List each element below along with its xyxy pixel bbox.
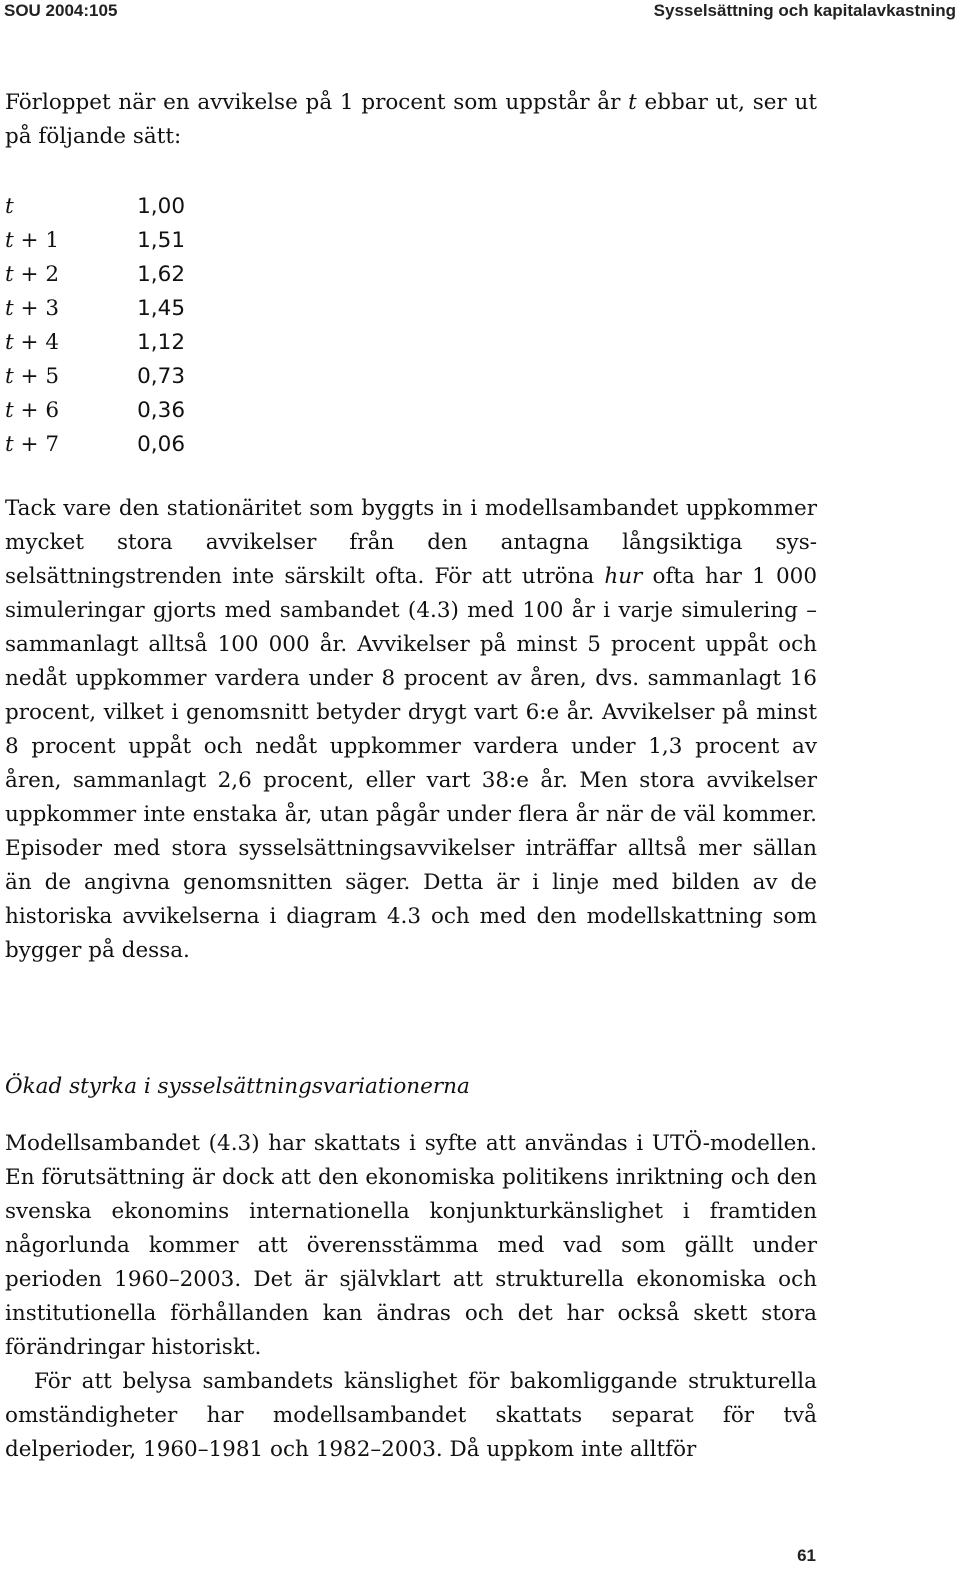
body-paragraph-simulation: Tack vare den stationäritet som byggts in i modellsambandet uppkommer mycket stora avvikelser från den antagna långsiktiga sysselsättningstrenden inte särskilt ofta. För att utröna hur ofta har 1 000 simuleringar gjorts med sambandet (4.3) med 100 år i varje simulering – sammanlagt alltså 100 000 år. Avvikelser på minst 5 procent uppåt och nedåt uppkommer vardera under 8 procent av åren, dvs. sammanlagt 16 procent, vilket i genomsnitt betyder drygt vart 6:e år. Avvikelser på minst 8 procent uppåt och nedåt uppkommer vardera under 1,3 procent av åren, sammanlagt 2,6 procent, eller vart 38:e år. Men stora avvikelser uppkommer inte enstaka år, utan pågår under flera år när de väl kommer. Episoder med stora sysselsättningsavvikelser inträffar alltså mer sällan än de angivna genomsnitten säger. Detta är i linje med bilden av de historiska avvikelserna i diagram 4.3 och med den modellskattning som bygger på dessa. bbox=[5, 496, 817, 963]
series-value: 1,45 bbox=[137, 296, 185, 321]
body-paragraph-subperiods: För att belysa sambandets känslighet för bakomliggande strukturella omständigheter har modellsambandet skattats separat för två delperioder, 1960–1981 och 1982–2003. Då uppkom inte alltför bbox=[5, 1369, 817, 1462]
series-value: 1,62 bbox=[137, 262, 185, 287]
series-value: 1,12 bbox=[137, 330, 185, 355]
section-heading: Ökad styrka i sysselsättningsvariationerna bbox=[5, 1074, 470, 1099]
series-period: t + 3 bbox=[5, 296, 60, 321]
series-value: 1,51 bbox=[137, 228, 185, 253]
series-period: t + 4 bbox=[5, 330, 60, 355]
series-value: 0,36 bbox=[137, 398, 185, 423]
series-period: t + 5 bbox=[5, 364, 60, 389]
intro-paragraph: Förloppet när en avvikelse på 1 procent som uppstår år t ebbar ut, ser ut på följande sätt: bbox=[5, 90, 817, 149]
series-period: t bbox=[5, 194, 14, 219]
series-period: t + 1 bbox=[5, 228, 60, 253]
series-period: t + 6 bbox=[5, 398, 60, 423]
running-header bbox=[0, 0, 960, 24]
series-value: 0,73 bbox=[137, 364, 185, 389]
series-value: 0,06 bbox=[137, 432, 185, 457]
document-reference: SOU 2004:105 bbox=[4, 1, 118, 20]
page-number: 61 bbox=[797, 1546, 816, 1565]
series-period: t + 2 bbox=[5, 262, 60, 287]
body-paragraph-model: Modellsambandet (4.3) har skattats i syfte att användas i UTÖ-modellen. En förutsättning är dock att den ekonomiska politikens inriktning och den svenska ekonomins internationella konjunkturkänslighet i framtiden någorlunda kommer att överensstämma med vad som gällt under perioden 1960–2003. Det är självklart att strukturella ekonomiska och institutionella förhållanden kan ändras och det har också skett stora förändringar historiskt. bbox=[5, 1131, 817, 1360]
series-value: 1,00 bbox=[137, 194, 185, 219]
chapter-title: Sysselsättning och kapitalavkastning bbox=[653, 1, 956, 20]
series-period: t + 7 bbox=[5, 432, 60, 457]
